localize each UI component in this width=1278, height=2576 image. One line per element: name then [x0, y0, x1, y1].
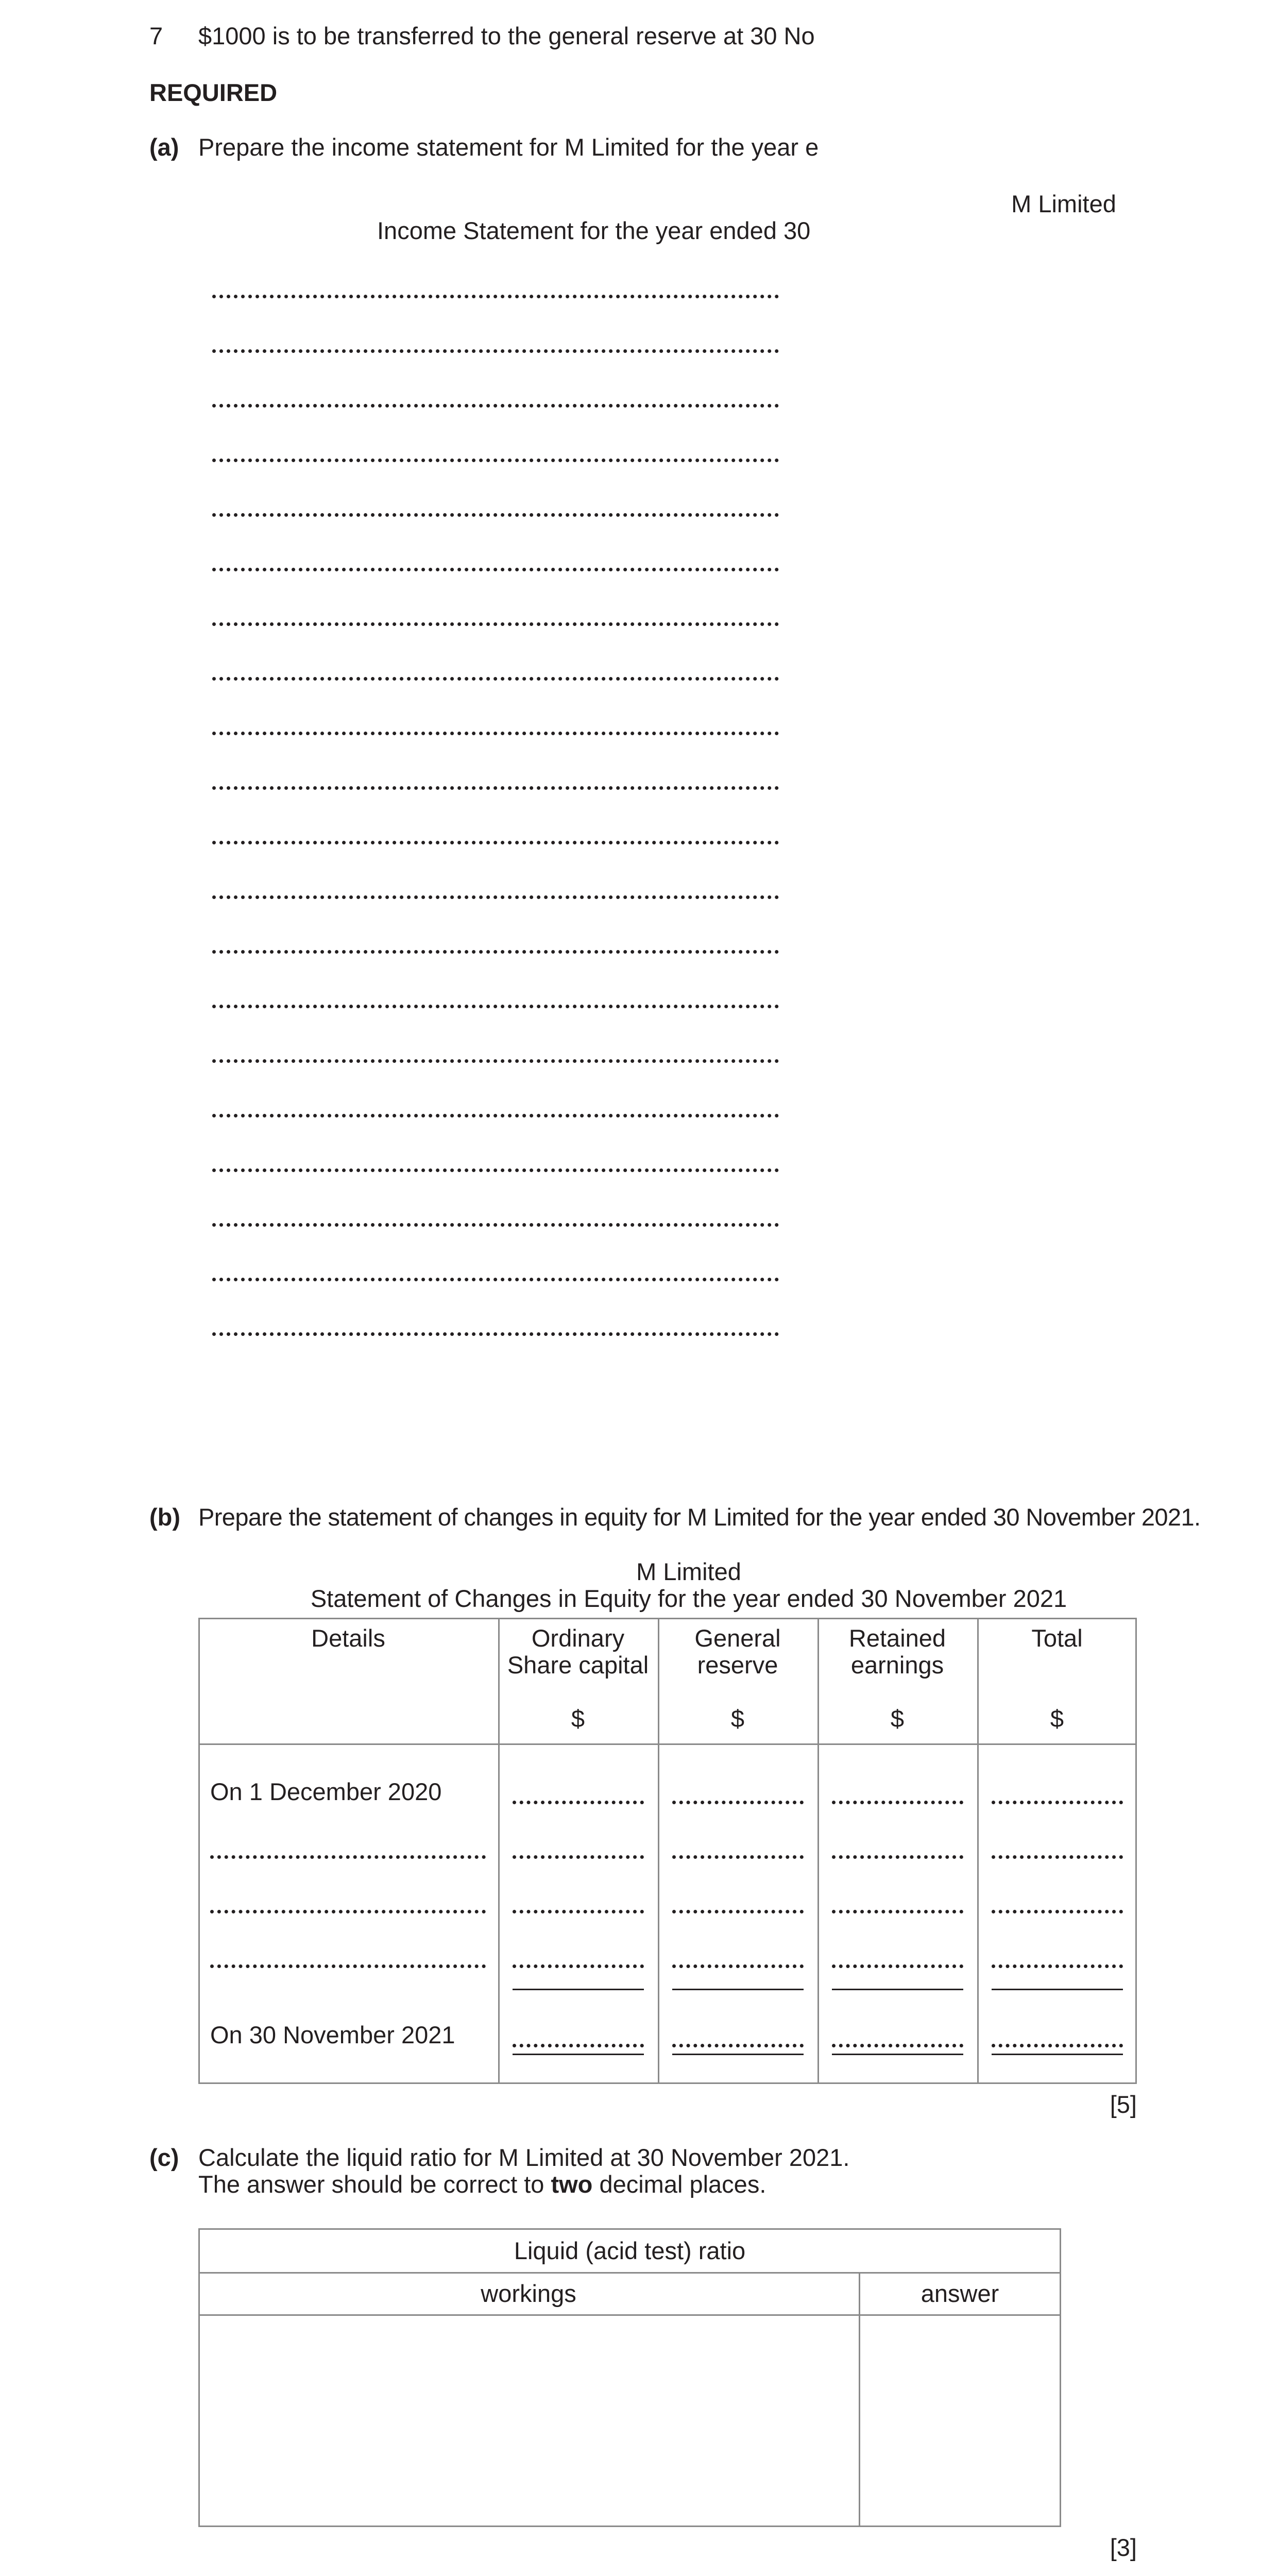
liquid-ratio-header-divider — [198, 2314, 1061, 2316]
part-b-marks: [5] — [1110, 2091, 1137, 2118]
soce-column-divider — [658, 1618, 659, 2084]
ratio-answer-area[interactable] — [861, 2317, 1060, 2525]
answer-line[interactable] — [212, 841, 779, 844]
answer-line[interactable] — [212, 568, 779, 571]
answer-line[interactable] — [212, 732, 779, 735]
header-currency: $ — [1050, 1705, 1064, 1732]
amount-answer-line[interactable] — [672, 1855, 804, 1859]
amount-answer-line[interactable] — [672, 1801, 804, 1804]
col-workings: workings — [481, 2280, 576, 2307]
instruction-text: decimal places. — [592, 2171, 766, 2198]
answer-line[interactable] — [212, 895, 779, 899]
amount-answer-line[interactable] — [832, 1801, 963, 1804]
row-opening-balance: On 1 December 2020 — [210, 1778, 442, 1805]
amount-answer-line[interactable] — [992, 2044, 1123, 2047]
row-closing-balance: On 30 November 2021 — [210, 2021, 455, 2048]
answer-line[interactable] — [212, 1223, 779, 1227]
total-rule — [992, 2054, 1123, 2055]
answer-line[interactable] — [212, 622, 779, 626]
answer-line[interactable] — [212, 404, 779, 408]
answer-line[interactable] — [212, 1332, 779, 1336]
answer-line[interactable] — [212, 459, 779, 462]
details-answer-line[interactable] — [210, 1855, 486, 1859]
question-number: 7 — [149, 22, 163, 49]
soce-company: M Limited — [636, 1558, 741, 1585]
header-details: Details — [311, 1624, 385, 1652]
instruction-text: The answer should be correct to — [198, 2171, 551, 2198]
answer-line[interactable] — [212, 1005, 779, 1008]
amount-answer-line[interactable] — [992, 1801, 1123, 1804]
amount-answer-line[interactable] — [992, 1855, 1123, 1859]
answer-line[interactable] — [212, 349, 779, 353]
part-b-instruction: Prepare the statement of changes in equity for M Limited for the year ended 30 November 2021. — [198, 1503, 1201, 1531]
answer-line[interactable] — [212, 1278, 779, 1281]
col-answer: answer — [921, 2280, 999, 2307]
answer-line[interactable] — [212, 677, 779, 681]
amount-answer-line[interactable] — [832, 1855, 963, 1859]
workings-answer-area[interactable] — [201, 2317, 857, 2525]
answer-line[interactable] — [212, 1059, 779, 1063]
header-retained-line2: earnings — [850, 1651, 944, 1679]
soce-column-divider — [817, 1618, 819, 2084]
liquid-ratio-title-divider — [198, 2272, 1061, 2274]
answer-line[interactable] — [212, 950, 779, 954]
header-general-line2: reserve — [697, 1651, 778, 1679]
liquid-ratio-column-divider — [859, 2272, 860, 2527]
total-rule — [832, 2054, 963, 2055]
header-currency: $ — [890, 1705, 905, 1732]
amount-answer-line[interactable] — [992, 1964, 1123, 1968]
instruction-emphasis: two — [551, 2171, 593, 2198]
part-c-label: (c) — [149, 2144, 179, 2171]
income-statement-company: M Limited — [1011, 190, 1116, 217]
answer-line[interactable] — [212, 1168, 779, 1172]
income-statement-title: Income Statement for the year ended 30 — [377, 217, 811, 244]
answer-line[interactable] — [212, 295, 779, 298]
answer-line[interactable] — [212, 1114, 779, 1117]
subtotal-rule — [513, 1989, 644, 1990]
amount-answer-line[interactable] — [672, 2044, 804, 2047]
liquid-ratio-table-title: Liquid (acid test) ratio — [514, 2237, 746, 2264]
subtotal-rule — [832, 1989, 963, 1990]
answer-line[interactable] — [212, 786, 779, 790]
header-retained-line1: Retained — [848, 1624, 946, 1652]
header-total: Total — [1031, 1624, 1083, 1652]
header-currency: $ — [730, 1705, 745, 1732]
part-a-instruction: Prepare the income statement for M Limited for the year e — [198, 133, 819, 161]
amount-answer-line[interactable] — [992, 1910, 1123, 1913]
amount-answer-line[interactable] — [672, 1910, 804, 1913]
amount-answer-line[interactable] — [832, 1964, 963, 1968]
question-item-text: $1000 is to be transferred to the general reserve at 30 No — [198, 22, 815, 49]
amount-answer-line[interactable] — [513, 1855, 644, 1859]
amount-answer-line[interactable] — [513, 1801, 644, 1804]
soce-column-divider — [498, 1618, 500, 2084]
amount-answer-line[interactable] — [513, 1910, 644, 1913]
soce-title: Statement of Changes in Equity for the year ended 30 November 2021 — [310, 1585, 1067, 1612]
answer-line[interactable] — [212, 513, 779, 517]
soce-header-divider — [198, 1743, 1137, 1745]
part-a-label: (a) — [149, 133, 179, 161]
subtotal-rule — [672, 1989, 804, 1990]
part-c-instruction-line1: Calculate the liquid ratio for M Limited at 30 November 2021. — [198, 2144, 850, 2171]
header-currency: $ — [571, 1705, 585, 1732]
details-answer-line[interactable] — [210, 1964, 486, 1968]
subtotal-rule — [992, 1989, 1123, 1990]
header-general-line1: General — [694, 1624, 781, 1652]
header-ordinary-line2: Share capital — [507, 1651, 649, 1679]
amount-answer-line[interactable] — [513, 2044, 644, 2047]
total-rule — [513, 2054, 644, 2055]
part-c-marks: [3] — [1110, 2534, 1137, 2561]
part-b-label: (b) — [149, 1503, 181, 1531]
header-ordinary-line1: Ordinary — [531, 1624, 625, 1652]
total-rule — [672, 2054, 804, 2055]
amount-answer-line[interactable] — [832, 2044, 963, 2047]
amount-answer-line[interactable] — [513, 1964, 644, 1968]
part-c-instruction-line2 — [198, 2170, 766, 2198]
soce-column-divider — [977, 1618, 979, 2084]
amount-answer-line[interactable] — [672, 1964, 804, 1968]
details-answer-line[interactable] — [210, 1910, 486, 1913]
required-label: REQUIRED — [149, 79, 278, 106]
amount-answer-line[interactable] — [832, 1910, 963, 1913]
soce-table-border — [198, 1618, 1137, 2084]
